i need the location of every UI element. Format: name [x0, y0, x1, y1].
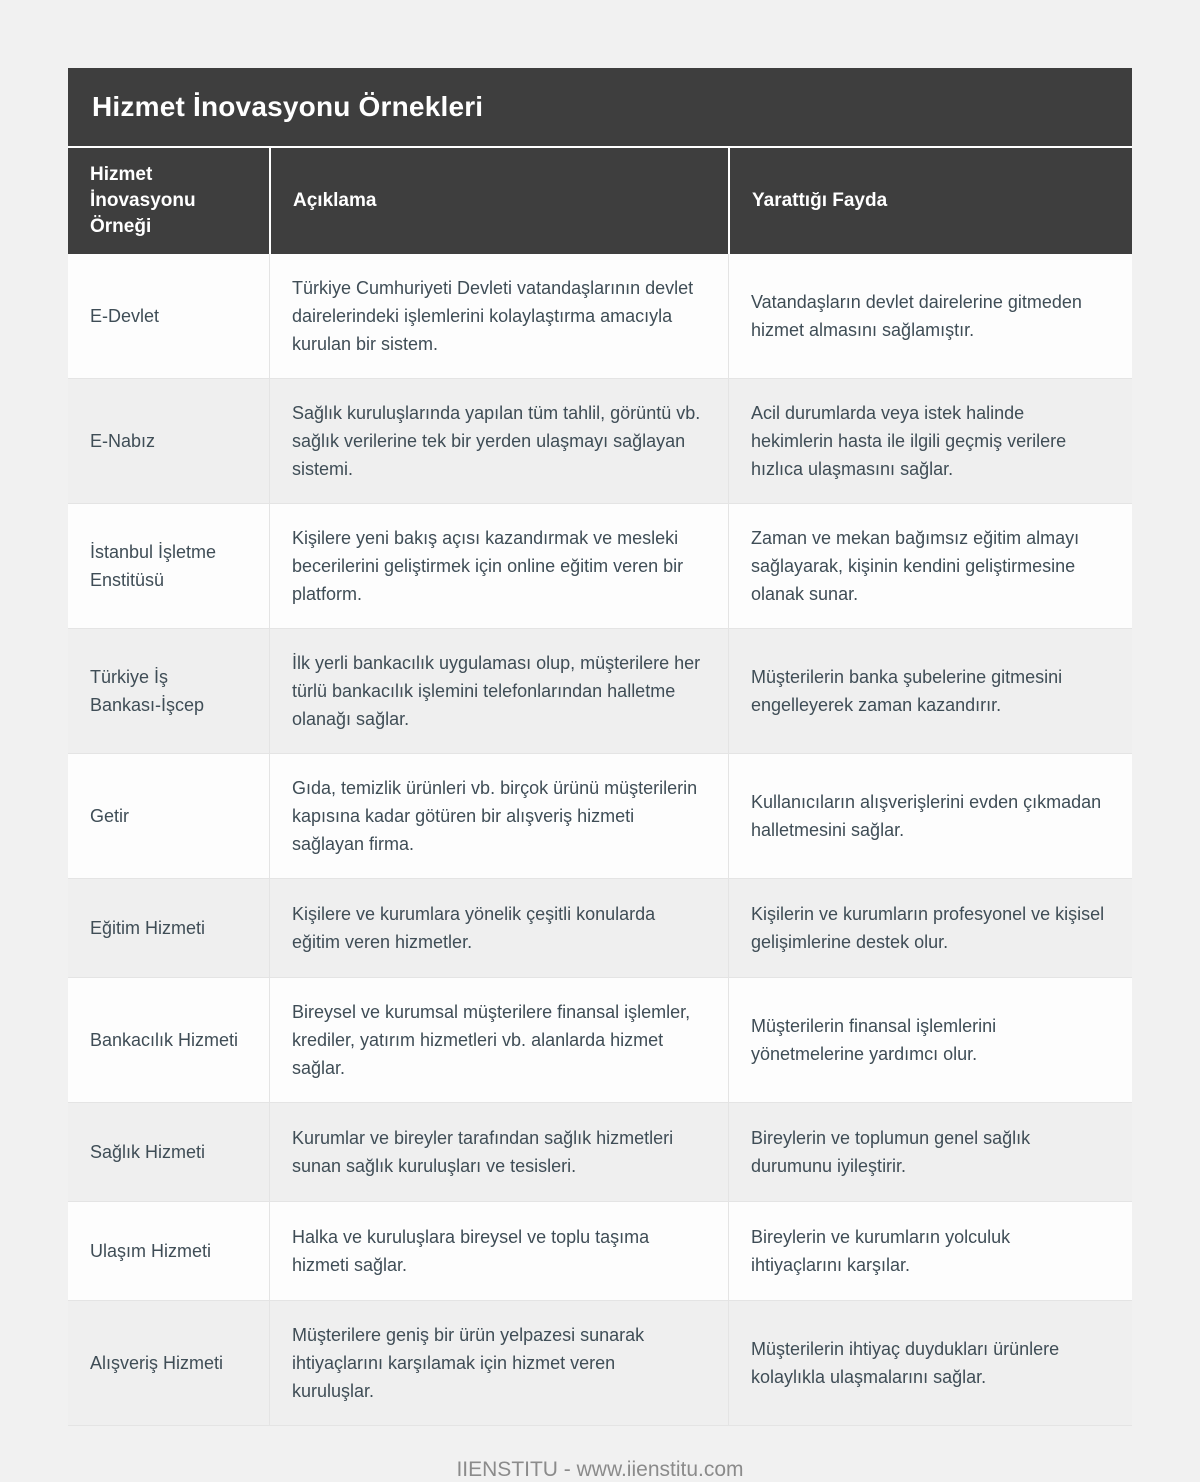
description-cell: Kişilere yeni bakış açısı kazandırmak ve mesleki becerilerini geliştirmek için online eğitim veren bir platform. — [269, 504, 728, 628]
table-body — [68, 254, 1132, 1426]
column-header-benefit: Yarattığı Fayda — [728, 148, 1132, 254]
benefit-cell: Zaman ve mekan bağımsız eğitim almayı sağlayarak, kişinin kendini geliştirmesine olanak sunar. — [728, 504, 1132, 628]
table-row — [68, 629, 1132, 754]
table-row — [68, 1202, 1132, 1301]
table-title-bar — [68, 68, 1132, 146]
description-cell: Halka ve kuruluşlara bireysel ve toplu taşıma hizmeti sağlar. — [269, 1202, 728, 1300]
column-header-service-example: Hizmet İnovasyonu Örneği — [68, 148, 269, 254]
service-name-cell: Bankacılık Hizmeti — [90, 1030, 239, 1050]
service-name-cell: İstanbul İşletme Enstitüsü — [90, 542, 217, 590]
service-name-cell: E-Nabız — [90, 431, 156, 451]
table-row — [68, 379, 1132, 504]
table-row — [68, 978, 1132, 1103]
benefit-cell: Müşterilerin ihtiyaç duydukları ürünlere kolaylıkla ulaşmalarını sağlar. — [728, 1301, 1132, 1425]
service-innovation-table — [68, 68, 1132, 1426]
service-name-cell: Alışveriş Hizmeti — [90, 1353, 224, 1373]
description-cell: Bireysel ve kurumsal müşterilere finansal işlemler, krediler, yatırım hizmetleri vb. alanlarda hizmet sağlar. — [269, 978, 728, 1102]
footer-credit: IIENSTITU - www.iienstitu.com — [456, 1458, 744, 1481]
description-cell: Sağlık kuruluşlarında yapılan tüm tahlil, görüntü vb. sağlık verilerine tek bir yerden ulaşmayı sağlayan sistemi. — [269, 379, 728, 503]
description-cell: Müşterilere geniş bir ürün yelpazesi sunarak ihtiyaçlarını karşılamak için hizmet veren kuruluşlar. — [269, 1301, 728, 1425]
table-header-row — [68, 146, 1132, 254]
benefit-cell: Müşterilerin finansal işlemlerini yönetmelerine yardımcı olur. — [728, 978, 1132, 1102]
benefit-cell: Bireylerin ve toplumun genel sağlık durumunu iyileştirir. — [728, 1103, 1132, 1201]
service-name-cell: Eğitim Hizmeti — [90, 918, 206, 938]
service-name-cell: Türkiye İş Bankası-İşcep — [90, 667, 205, 715]
benefit-cell: Müşterilerin banka şubelerine gitmesini engelleyerek zaman kazandırır. — [728, 629, 1132, 753]
description-cell: Türkiye Cumhuriyeti Devleti vatandaşlarının devlet dairelerindeki işlemlerini kolaylaştırma amacıyla kurulan bir sistem. — [269, 254, 728, 378]
page-title: Hizmet İnovasyonu Örnekleri — [92, 91, 484, 122]
service-name-cell: Sağlık Hizmeti — [90, 1142, 206, 1162]
benefit-cell: Bireylerin ve kurumların yolculuk ihtiyaçlarını karşılar. — [728, 1202, 1132, 1300]
table-row — [68, 504, 1132, 629]
service-name-cell: E-Devlet — [90, 306, 160, 326]
table-row — [68, 1301, 1132, 1426]
description-cell: İlk yerli bankacılık uygulaması olup, müşterilere her türlü bankacılık işlemini telefonlarından halletme olanağı sağlar. — [269, 629, 728, 753]
service-name-cell: Ulaşım Hizmeti — [90, 1241, 212, 1261]
table-row — [68, 879, 1132, 978]
description-cell: Kurumlar ve bireyler tarafından sağlık hizmetleri sunan sağlık kuruluşları ve tesisleri. — [269, 1103, 728, 1201]
table-row — [68, 1103, 1132, 1202]
description-cell: Kişilere ve kurumlara yönelik çeşitli konularda eğitim veren hizmetler. — [269, 879, 728, 977]
table-row — [68, 754, 1132, 879]
service-name-cell: Getir — [90, 806, 130, 826]
benefit-cell: Kişilerin ve kurumların profesyonel ve kişisel gelişimlerine destek olur. — [728, 879, 1132, 977]
benefit-cell: Kullanıcıların alışverişlerini evden çıkmadan halletmesini sağlar. — [728, 754, 1132, 878]
content-sheet — [68, 0, 1132, 1482]
benefit-cell: Vatandaşların devlet dairelerine gitmeden hizmet almasını sağlamıştır. — [728, 254, 1132, 378]
benefit-cell: Acil durumlarda veya istek halinde hekimlerin hasta ile ilgili geçmiş verilere hızlıca ulaşmasını sağlar. — [728, 379, 1132, 503]
description-cell: Gıda, temizlik ürünleri vb. birçok ürünü müşterilerin kapısına kadar götüren bir alışveriş hizmeti sağlayan firma. — [269, 754, 728, 878]
table-row — [68, 254, 1132, 379]
column-header-description: Açıklama — [269, 148, 728, 254]
